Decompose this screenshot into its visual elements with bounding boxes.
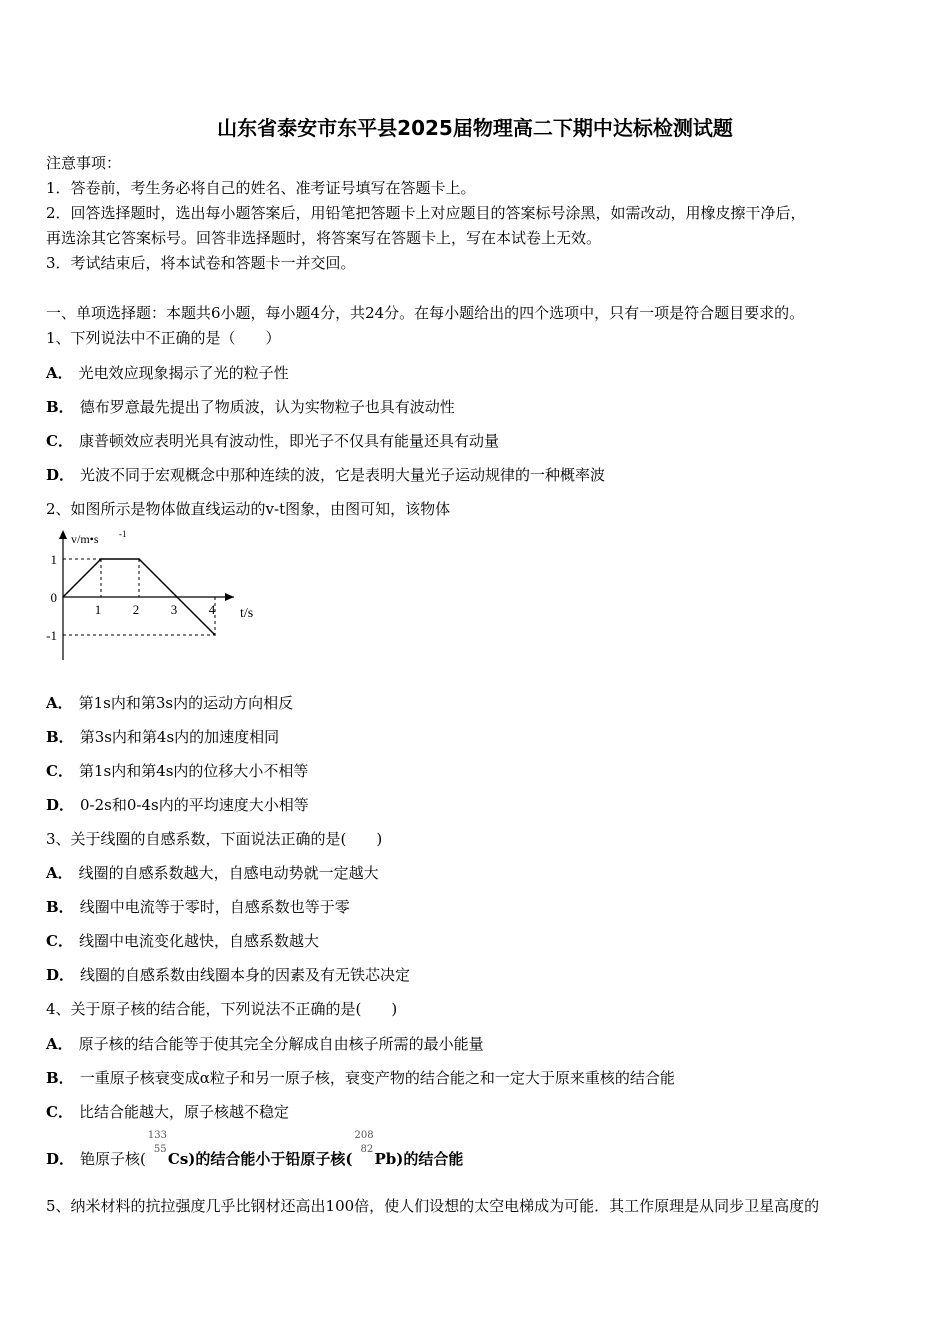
- q1-option-b: [46, 396, 455, 417]
- option-letter: C．: [46, 932, 73, 950]
- q2-option-b: [46, 726, 279, 747]
- option-letter: A．: [46, 364, 73, 382]
- q4-stem: 4、关于原子核的结合能，下列说法不正确的是( ): [46, 1000, 398, 1018]
- notice-item-1: 1．答卷前，考生务必将自己的姓名、准考证号填写在答题卡上。: [46, 179, 476, 197]
- y-axis-arrow: [59, 530, 67, 539]
- y-tick-label: -1: [46, 628, 57, 643]
- q4-option-d: [46, 1130, 464, 1169]
- vt-chart: [40, 525, 260, 660]
- option-text: 线圈的自感系数由线圈本身的因素及有无铁芯决定: [80, 966, 411, 984]
- q1-option-a: [46, 362, 289, 383]
- data-point: [176, 596, 178, 598]
- data-point: [62, 596, 64, 598]
- q2-option-d: [46, 794, 309, 815]
- option-text: 比结合能越大，原子核越不稳定: [78, 1103, 289, 1121]
- q4-option-a: [46, 1033, 484, 1054]
- q3-stem: 3、关于线圈的自感系数，下面说法正确的是( ): [46, 830, 383, 848]
- lead-isotope-notation: [352, 1130, 374, 1164]
- option-text-1: 铯原子核(: [80, 1150, 146, 1168]
- y-axis-label-exponent: -1: [119, 529, 127, 539]
- q5-stem: 5、纳米材料的抗拉强度几乎比钢材还高出100倍，使人们设想的太空电梯成为可能．其工作原理是从同步卫星高度的: [46, 1197, 820, 1215]
- option-letter: C．: [46, 432, 73, 450]
- option-text: 德布罗意最先提出了物质波，认为实物粒子也具有波动性: [79, 398, 455, 416]
- lead-mass-number: 208: [354, 1130, 374, 1141]
- option-text: 第1s内和第4s内的位移大小不相等: [78, 762, 309, 780]
- notice-item-2b: 再选涂其它答案标号。回答非选择题时，将答案写在答题卡上，写在本试卷上无效。: [46, 229, 602, 247]
- option-text: 第3s内和第4s内的加速度相同: [79, 728, 280, 746]
- option-text: 第1s内和第3s内的运动方向相反: [78, 694, 294, 712]
- x-tick-label: 2: [132, 602, 140, 617]
- q3-option-c: [46, 930, 319, 951]
- y-axis-label: v/m•s: [71, 532, 99, 546]
- section-heading: 一、单项选择题：本题共6小题，每小题4分，共24分。在每小题给出的四个选项中，只有一项是符合题目要求的。: [46, 304, 805, 322]
- option-text-2: Cs)的结合能小于铅原子核(: [167, 1150, 353, 1168]
- q1-option-c: [46, 430, 499, 451]
- option-letter: D．: [46, 466, 75, 484]
- q2-option-a: [46, 692, 293, 713]
- y-tick-label: 0: [50, 590, 57, 605]
- option-letter: A．: [46, 694, 73, 712]
- x-tick-label: 1: [94, 602, 102, 617]
- option-letter: D．: [46, 966, 75, 984]
- option-letter: B．: [46, 398, 74, 416]
- option-text: 光波不同于宏观概念中那种连续的波，它是表明大量光子运动规律的一种概率波: [80, 466, 606, 484]
- option-letter: A．: [46, 1035, 73, 1053]
- notice-item-2a: 2．回答选择题时，选出每小题答案后，用铅笔把答题卡上对应题目的答案标号涂黑，如需改动，用橡皮擦干净后，: [46, 204, 806, 222]
- option-text: 一重原子核衰变成α粒子和另一原子核，衰变产物的结合能之和一定大于原来重核的结合能: [79, 1069, 675, 1087]
- page-title: 山东省泰安市东平县2025届物理高二下期中达标检测试题: [217, 116, 733, 140]
- data-point: [138, 558, 140, 560]
- data-point: [214, 634, 216, 636]
- x-tick-label: 3: [170, 602, 178, 617]
- option-text: 0-2s和0-4s内的平均速度大小相等: [80, 796, 309, 814]
- q4-option-c: [46, 1101, 289, 1122]
- y-tick-label: 1: [50, 552, 57, 567]
- option-text: 原子核的结合能等于使其完全分解成自由核子所需的最小能量: [78, 1035, 484, 1053]
- option-text: 光电效应现象揭示了光的粒子性: [78, 364, 289, 382]
- option-letter: A．: [46, 864, 73, 882]
- cesium-atomic-number: 55: [153, 1144, 167, 1155]
- option-letter: B．: [46, 898, 74, 916]
- option-text: 线圈中电流等于零时，自感系数也等于零: [79, 898, 350, 916]
- option-letter: D．: [46, 796, 75, 814]
- q1-option-d: [46, 464, 605, 485]
- x-axis-arrow: [225, 593, 234, 601]
- option-text-3: Pb)的结合能: [374, 1150, 464, 1168]
- cesium-mass-number: 133: [147, 1130, 167, 1141]
- option-text: 线圈中电流变化越快，自感系数越大: [78, 932, 319, 950]
- option-letter: C．: [46, 762, 73, 780]
- option-text: 线圈的自感系数越大，自感电动势就一定越大: [78, 864, 379, 882]
- q2-stem: 2、如图所示是物体做直线运动的v-t图象，由图可知，该物体: [46, 500, 451, 518]
- q3-option-d: [46, 964, 410, 985]
- q4-option-b: [46, 1067, 675, 1088]
- q3-option-a: [46, 862, 379, 883]
- notice-item-3: 3．考试结束后，将本试卷和答题卡一并交回。: [46, 254, 356, 272]
- option-text: 康普顿效应表明光具有波动性，即光子不仅具有能量还具有动量: [78, 432, 499, 450]
- option-letter: C．: [46, 1103, 73, 1121]
- option-letter: B．: [46, 728, 74, 746]
- notice-heading: 注意事项：: [46, 154, 122, 172]
- lead-atomic-number: 82: [360, 1144, 374, 1155]
- q2-option-c: [46, 760, 308, 781]
- q1-stem: 1、下列说法中不正确的是（ ）: [46, 329, 281, 347]
- data-point: [100, 558, 102, 560]
- cesium-isotope-notation: [146, 1130, 168, 1164]
- option-letter: D．: [46, 1150, 75, 1168]
- option-letter: B．: [46, 1069, 74, 1087]
- x-axis-label: t/s: [240, 606, 254, 621]
- x-tick-label: 4: [208, 602, 216, 617]
- q3-option-b: [46, 896, 350, 917]
